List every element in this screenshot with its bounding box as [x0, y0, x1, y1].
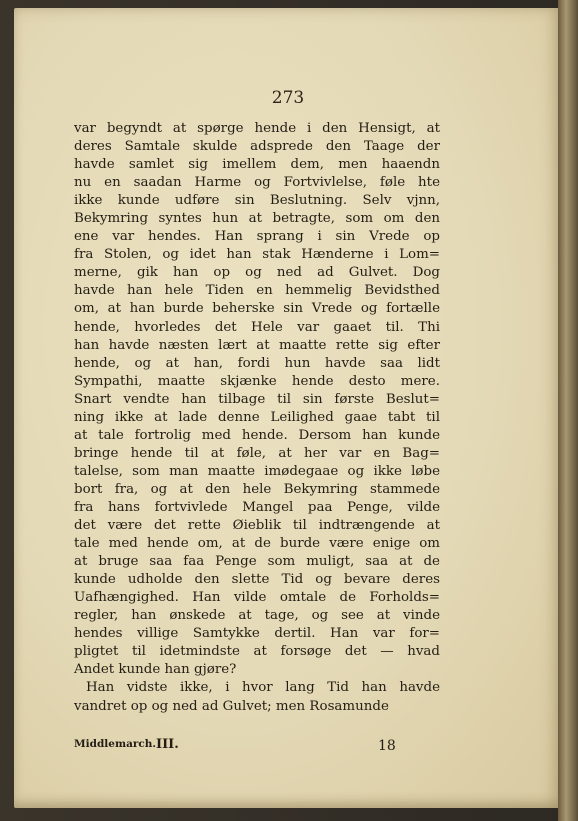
text-line: ikke kunde udføre sin Beslutning. Selv vjnn, [74, 193, 440, 209]
text-line: hende, og at han, fordi hun havde saa lidt [74, 355, 440, 371]
signature-volume: III. [156, 737, 179, 752]
text-line: bringe hende til at føle, at her var en Bag= [74, 445, 440, 461]
signature-number: 18 [378, 738, 396, 754]
text-line: havde han hele Tiden en hemmelig Bevidsthed [74, 283, 440, 299]
text-line: fra Stolen, og idet han stak Hænderne i Lom= [74, 247, 440, 263]
text-line: Snart vendte han tilbage til sin første Beslut= [74, 391, 440, 407]
text-line: fra hans fortvivlede Mangel paa Penge, vilde [74, 499, 440, 515]
text-line: at bruge saa faa Penge som muligt, saa at de [74, 554, 440, 570]
book-page [14, 8, 562, 808]
text-line: Andet kunde han gjøre? [74, 662, 237, 678]
text-line: deres Samtale skulde adsprede den Taage der [74, 139, 440, 155]
text-line: at tale fortrolig med hende. Dersom han kunde [74, 427, 440, 443]
text-line: kunde udholde den slette Tid og bevare deres [74, 572, 440, 588]
text-line: pligtet til idetmindste at forsøge det — hvad [74, 644, 440, 660]
text-line: regler, han ønskede at tage, og see at vinde [74, 608, 440, 624]
signature-label: Middlemarch. [74, 738, 157, 750]
text-line: ene var hendes. Han sprang i sin Vrede op [74, 229, 440, 245]
text-line: hendes villige Samtykke dertil. Han var for= [74, 626, 440, 642]
body-text [74, 120, 440, 716]
text-line: vandret op og ned ad Gulvet; men Rosamunde [74, 698, 389, 714]
text-line: han havde næsten lært at maatte rette sig efter [74, 337, 440, 353]
text-line: var begyndt at spørge hende i den Hensigt, at [74, 121, 440, 136]
text-line: tale med hende om, at de burde være enige om [74, 536, 440, 552]
text-line: Bekymring syntes hun at betragte, som om den [74, 211, 440, 227]
text-line: Han vidste ikke, i hvor lang Tid han havde [86, 680, 440, 696]
text-line: talelse, som man maatte imødegaae og ikke løbe [74, 463, 440, 479]
text-line: bort fra, og at den hele Bekymring stammede [74, 481, 440, 497]
text-line: ning ikke at lade denne Leilighed gaae tabt til [74, 409, 440, 425]
text-line: merne, gik han op og ned ad Gulvet. Dog [74, 265, 440, 281]
text-line: Sympathi, maatte skjænke hende desto mere. [74, 373, 440, 389]
page-edge [558, 0, 578, 821]
text-line: det være det rette Øieblik til indtrængende at [74, 518, 440, 534]
text-line: hende, hvorledes det Hele var gaaet til. Thi [74, 319, 440, 335]
text-line: havde samlet sig imellem dem, men haaendn [74, 157, 440, 173]
text-line: om, at han burde beherske sin Vrede og fortælle [74, 301, 440, 317]
text-line: nu en saadan Harme og Fortvivlelse, føle hte [74, 175, 440, 191]
page-number: 273 [271, 88, 305, 108]
text-line: Uafhængighed. Han vilde omtale de Forholds= [74, 590, 440, 606]
